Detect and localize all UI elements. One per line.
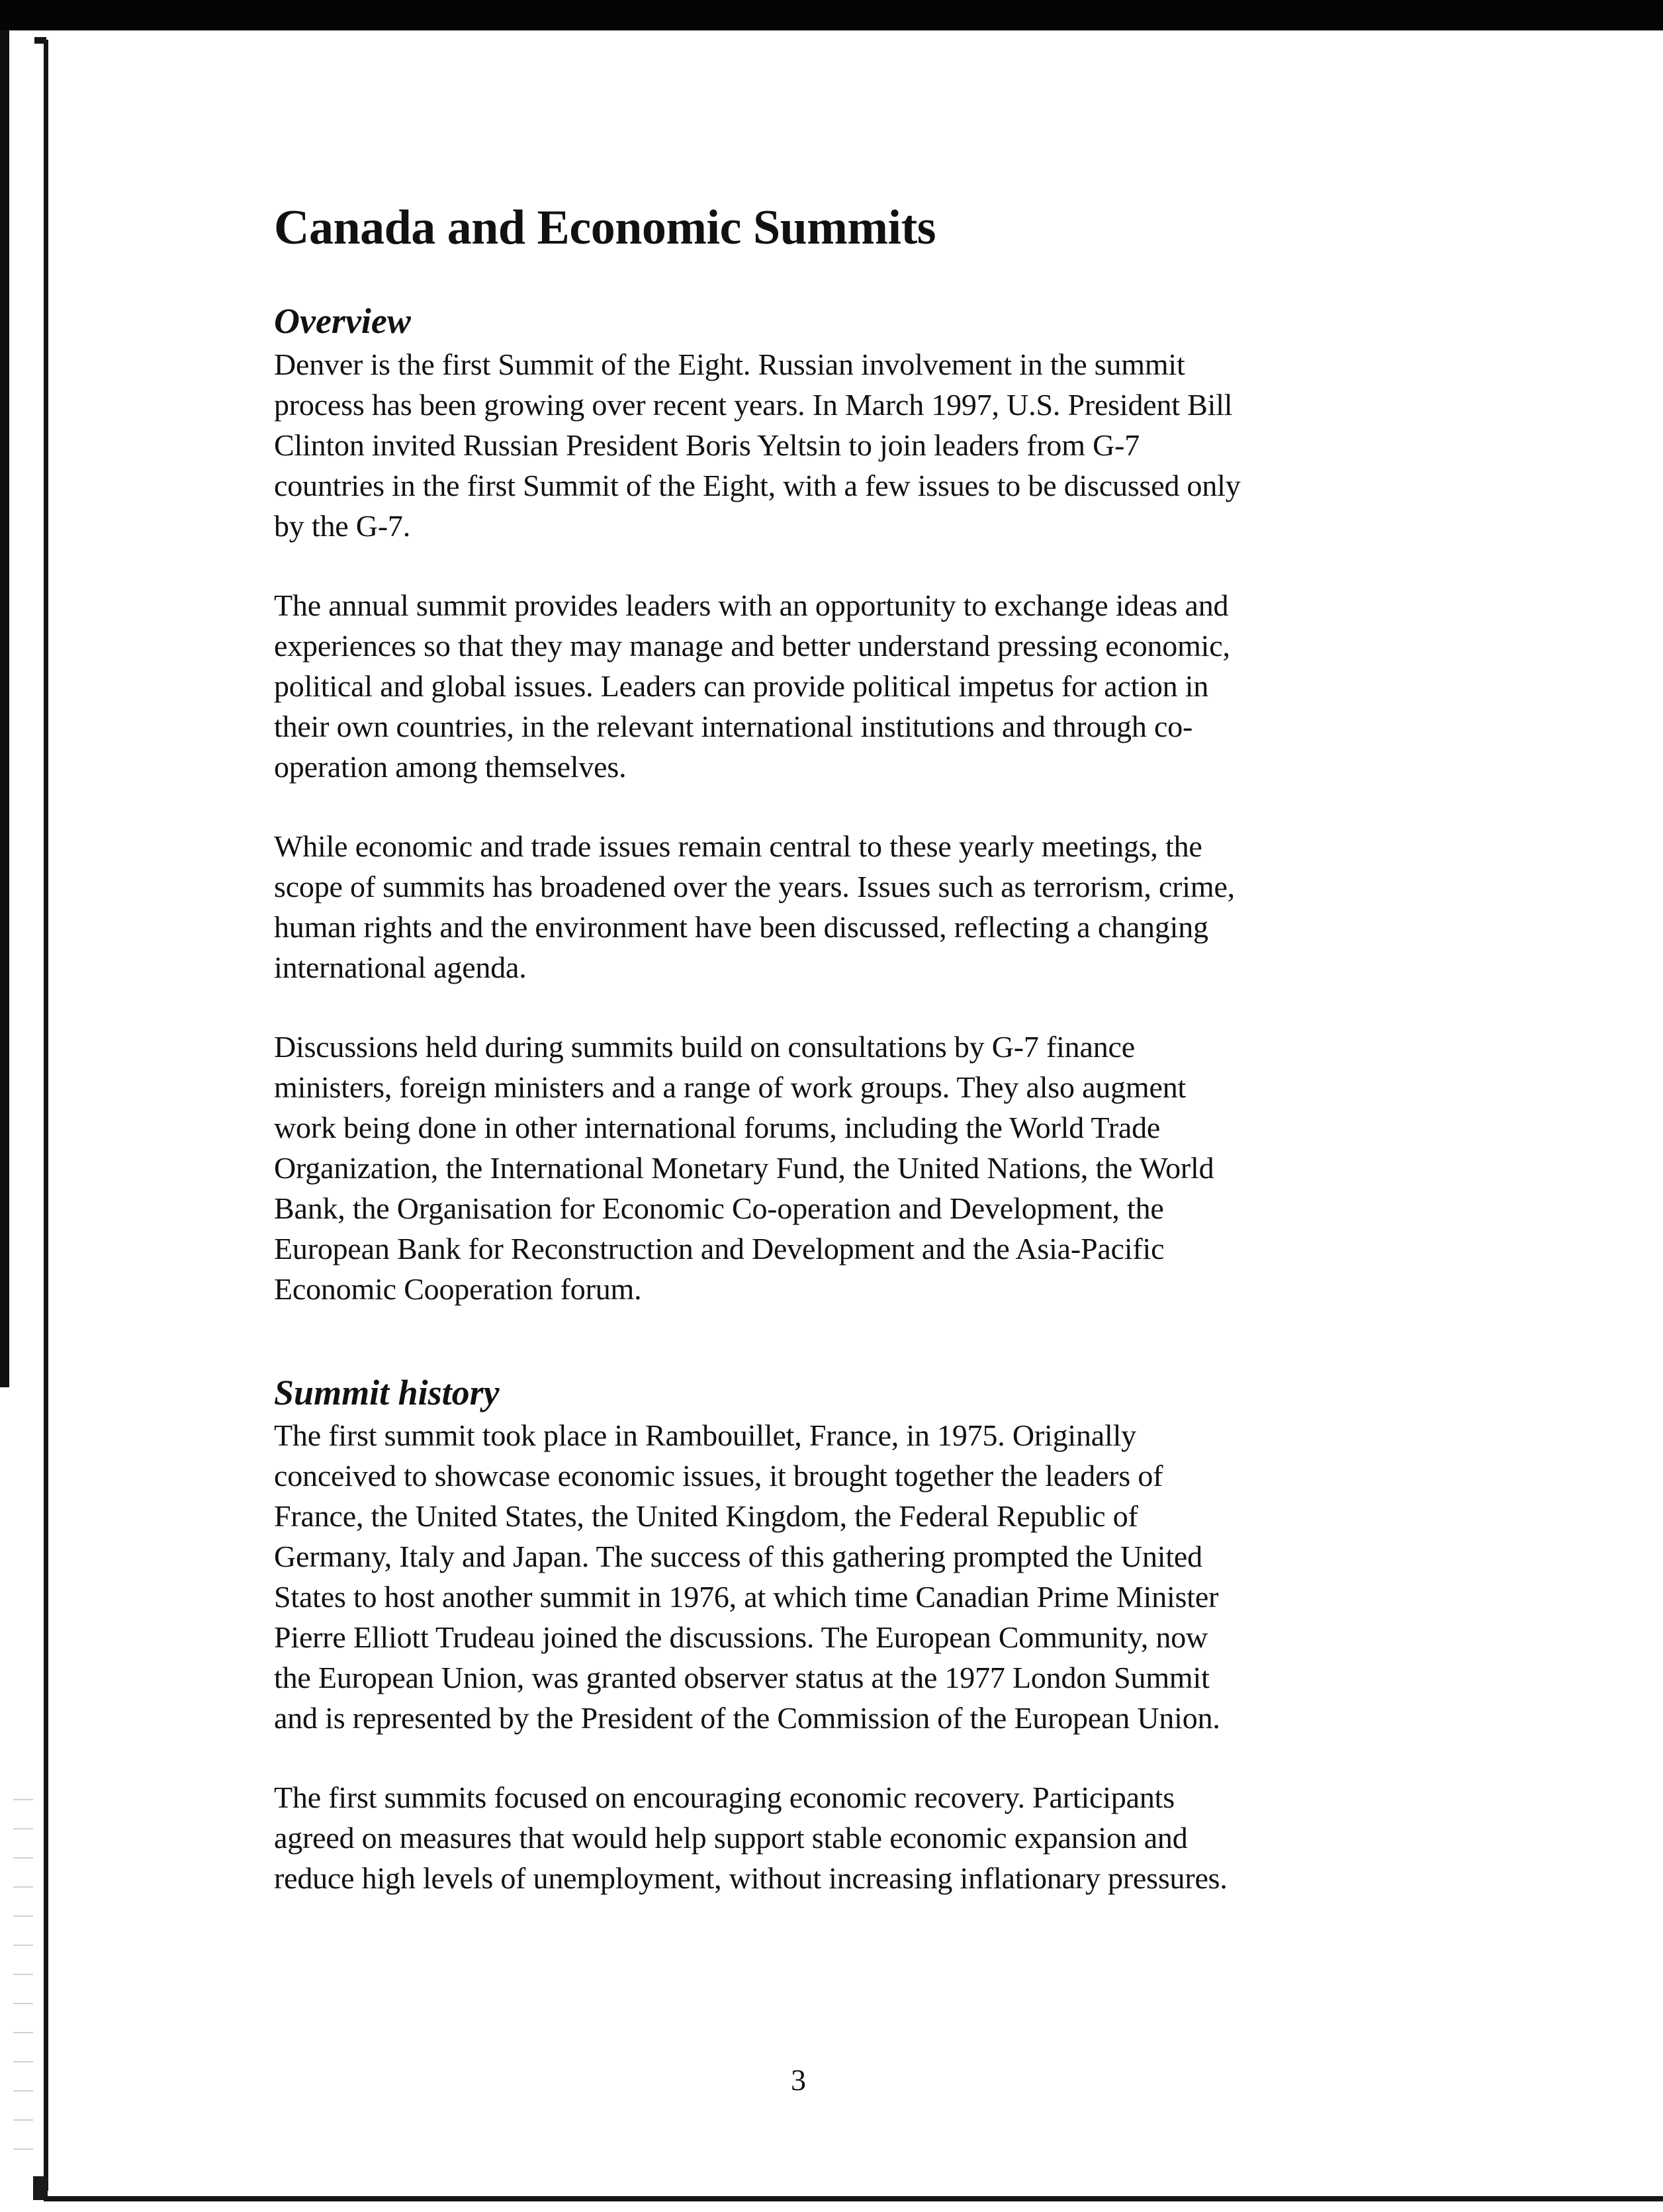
scan-left-edge	[0, 30, 9, 1387]
scan-top-border	[0, 0, 1663, 30]
page-content	[274, 199, 1399, 1898]
section-heading-summit-history: Summit history	[274, 1372, 500, 1412]
section-heading-overview: Overview	[274, 300, 411, 341]
paragraph: While economic and trade issues remain central to these yearly meetings, the scope of summits has broadened over the years. Issues such as terrorism, crime, human rights and the environment have been discussed, reflecting a changing international agenda.	[274, 829, 1235, 984]
page-number: 3	[791, 2063, 806, 2097]
paragraph: Discussions held during summits build on consultations by G-7 finance ministers, foreign ministers and a range of work groups. They also augment work being done in other international forums, including the World Trade Organization, the International Monetary Fund, the United Nations, the World Bank, the Organisation for Economic Co-operation and Development, the European Bank for Reconstruction and Development and the Asia-Pacific Economic Cooperation forum.	[274, 1029, 1214, 1306]
paragraph: The first summit took place in Rambouillet, France, in 1975. Originally conceived to showcase economic issues, it brought together the leaders of France, the United States, the United Kingdom, the Federal Republic of Germany, Italy and Japan. The success of this gathering prompted the United States to host another summit in 1976, at which time Canadian Prime Minister Pierre Elliott Trudeau joined the discussions. The European Community, now the European Union, was granted observer status at the 1977 London Summit and is represented by the President of the Commission of the European Union.	[274, 1418, 1220, 1735]
scan-specks	[13, 1787, 33, 2158]
paragraph: The first summits focused on encouraging economic recovery. Participants agreed on measures that would help support stable economic expansion and reduce high levels of unemployment, without increasing inflationary pressures.	[274, 1780, 1228, 1896]
paragraph: Denver is the first Summit of the Eight. Russian involvement in the summit process has been growing over recent years. In March 1997, U.S. President Bill Clinton invited Russian President Boris Yeltsin to join leaders from G-7 countries in the first Summit of the Eight, with a few issues to be discussed only by the G-7.	[274, 347, 1241, 543]
paragraph: The annual summit provides leaders with an opportunity to exchange ideas and experiences so that they may manage and better understand pressing economic, political and global issues. Leaders can provide political impetus for action in their own countries, in the relevant international institutions and through co- operation among themselves.	[274, 588, 1230, 784]
scan-bottom-rule	[44, 2196, 1663, 2201]
scan-left-rule	[44, 40, 48, 2191]
page-title: Canada and Economic Summits	[274, 201, 936, 255]
